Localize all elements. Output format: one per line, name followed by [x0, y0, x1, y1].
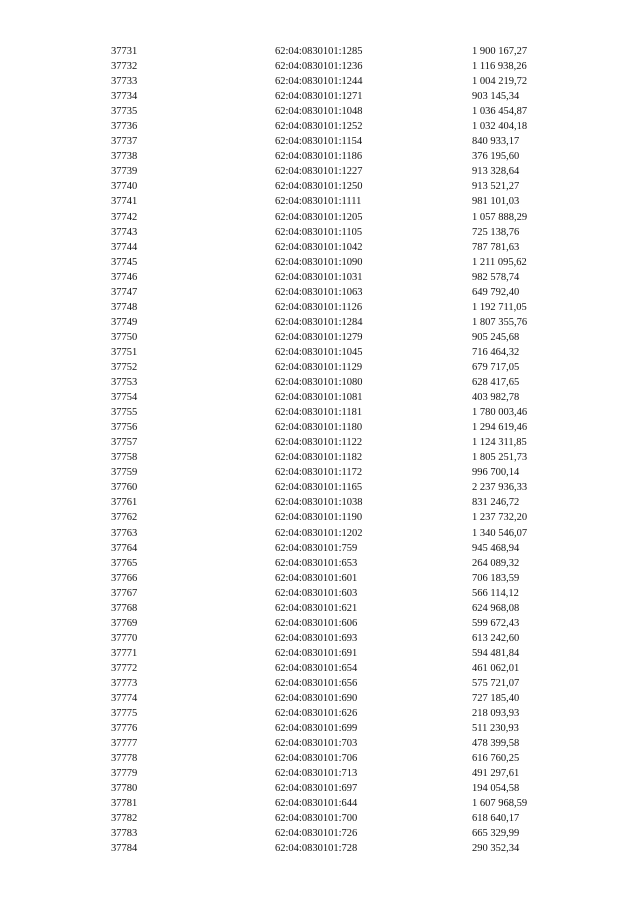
cadastral-value: 1 124 311,85 [472, 437, 527, 449]
cadastral-value: 511 230,93 [472, 723, 519, 735]
table-row [0, 646, 640, 661]
cadastral-number: 62:04:0830101:706 [275, 753, 358, 765]
table-row [0, 450, 640, 465]
row-number: 37733 [111, 76, 138, 88]
cadastral-value: 2 237 936,33 [472, 482, 528, 494]
row-number: 37739 [111, 166, 138, 178]
row-number: 37767 [111, 587, 138, 599]
cadastral-number: 62:04:0830101:1048 [275, 106, 363, 118]
cadastral-number: 62:04:0830101:1105 [275, 226, 363, 238]
row-number: 37759 [111, 467, 138, 479]
cadastral-number: 62:04:0830101:1252 [275, 121, 363, 133]
cadastral-value: 599 672,43 [472, 617, 520, 629]
cadastral-value: 1 780 003,46 [472, 407, 528, 419]
row-number: 37781 [111, 798, 138, 810]
row-number: 37755 [111, 407, 138, 419]
row-number: 37768 [111, 602, 138, 614]
cadastral-value: 1 340 546,07 [472, 527, 528, 539]
cadastral-value: 1 036 454,87 [472, 106, 528, 118]
row-number: 37775 [111, 708, 138, 720]
cadastral-value: 913 328,64 [472, 166, 520, 178]
table-row [0, 119, 640, 134]
row-number: 37780 [111, 783, 138, 795]
cadastral-value: 613 242,60 [472, 632, 520, 644]
table-row [0, 420, 640, 435]
cadastral-number: 62:04:0830101:644 [275, 798, 358, 810]
cadastral-number: 62:04:0830101:1284 [275, 316, 363, 328]
row-number: 37743 [111, 226, 138, 238]
cadastral-value: 403 982,78 [472, 392, 520, 404]
cadastral-value: 903 145,34 [472, 91, 520, 103]
row-number: 37764 [111, 542, 138, 554]
cadastral-number: 62:04:0830101:621 [275, 602, 358, 614]
cadastral-number: 62:04:0830101:1205 [275, 211, 363, 223]
cadastral-number: 62:04:0830101:654 [275, 662, 358, 674]
cadastral-number: 62:04:0830101:601 [275, 572, 358, 584]
cadastral-value: 1 192 711,05 [472, 301, 527, 313]
cadastral-number: 62:04:0830101:606 [275, 617, 358, 629]
cadastral-value: 905 245,68 [472, 331, 520, 343]
cadastral-number: 62:04:0830101:1063 [275, 286, 363, 298]
row-number: 37742 [111, 211, 138, 223]
cadastral-number: 62:04:0830101:1285 [275, 46, 363, 57]
table-row [0, 616, 640, 631]
row-number: 37762 [111, 512, 138, 524]
table-row [0, 89, 640, 104]
table-row [0, 811, 640, 826]
row-number: 37782 [111, 813, 138, 825]
row-number: 37746 [111, 271, 138, 283]
cadastral-number: 62:04:0830101:1090 [275, 256, 363, 268]
row-number: 37756 [111, 422, 138, 434]
row-number: 37754 [111, 392, 138, 404]
table-row [0, 526, 640, 541]
cadastral-number: 62:04:0830101:703 [275, 738, 358, 750]
row-number: 37776 [111, 723, 138, 735]
cadastral-value: 566 114,12 [472, 587, 519, 599]
row-number: 37763 [111, 527, 138, 539]
table-row [0, 435, 640, 450]
cadastral-value: 1 004 219,72 [472, 76, 528, 88]
cadastral-number: 62:04:0830101:1182 [275, 452, 363, 464]
row-number: 37773 [111, 677, 138, 689]
table-row [0, 375, 640, 390]
row-number: 37769 [111, 617, 138, 629]
cadastral-value: 594 481,84 [472, 647, 520, 659]
table-row [0, 541, 640, 556]
cadastral-number: 62:04:0830101:1126 [275, 301, 363, 313]
cadastral-number: 62:04:0830101:1165 [275, 482, 363, 494]
cadastral-number: 62:04:0830101:1180 [275, 422, 363, 434]
table-row [0, 465, 640, 480]
cadastral-value: 628 417,65 [472, 377, 520, 389]
cadastral-value: 194 054,58 [472, 783, 520, 795]
cadastral-value: 665 329,99 [472, 828, 520, 840]
cadastral-number: 62:04:0830101:1202 [275, 527, 363, 539]
cadastral-value: 618 640,17 [472, 813, 520, 825]
cadastral-value: 218 093,93 [472, 708, 520, 720]
cadastral-number: 62:04:0830101:1129 [275, 361, 363, 373]
cadastral-value: 1 805 251,73 [472, 452, 528, 464]
table-row [0, 345, 640, 360]
cadastral-number: 62:04:0830101:1154 [275, 136, 363, 148]
table-row [0, 676, 640, 691]
table-row [0, 556, 640, 571]
cadastral-value: 982 578,74 [472, 271, 520, 283]
table-row [0, 194, 640, 209]
cadastral-number: 62:04:0830101:1172 [275, 467, 363, 479]
table-row [0, 285, 640, 300]
row-number: 37772 [111, 662, 138, 674]
cadastral-value: 945 468,94 [472, 542, 520, 554]
cadastral-value: 679 717,05 [472, 361, 520, 373]
cadastral-value: 725 138,76 [472, 226, 520, 238]
row-number: 37778 [111, 753, 138, 765]
row-number: 37766 [111, 572, 138, 584]
cadastral-value: 1 807 355,76 [472, 316, 528, 328]
cadastral-number: 62:04:0830101:1081 [275, 392, 363, 404]
cadastral-value: 616 760,25 [472, 753, 520, 765]
cadastral-value: 716 464,32 [472, 346, 520, 358]
row-number: 37779 [111, 768, 138, 780]
cadastral-value: 1 294 619,46 [472, 422, 528, 434]
table-row [0, 330, 640, 345]
cadastral-number: 62:04:0830101:1080 [275, 377, 363, 389]
cadastral-value: 290 352,34 [472, 843, 520, 855]
table-row [0, 826, 640, 841]
row-number: 37737 [111, 136, 138, 148]
row-number: 37765 [111, 557, 138, 569]
cadastral-number: 62:04:0830101:1271 [275, 91, 363, 103]
cadastral-value: 1 116 938,26 [472, 61, 527, 73]
cadastral-value: 478 399,58 [472, 738, 520, 750]
table-row [0, 104, 640, 119]
cadastral-number: 62:04:0830101:1250 [275, 181, 363, 193]
cadastral-value-table [0, 44, 640, 857]
cadastral-number: 62:04:0830101:1227 [275, 166, 363, 178]
table-row [0, 766, 640, 781]
table-row [0, 270, 640, 285]
cadastral-number: 62:04:0830101:656 [275, 677, 358, 689]
cadastral-number: 62:04:0830101:1244 [275, 76, 363, 88]
table-row [0, 736, 640, 751]
row-number: 37747 [111, 286, 138, 298]
row-number: 37751 [111, 346, 138, 358]
cadastral-value: 575 721,07 [472, 677, 520, 689]
table-row [0, 480, 640, 495]
row-number: 37745 [111, 256, 138, 268]
row-number: 37735 [111, 106, 138, 118]
row-number: 37753 [111, 377, 138, 389]
table-row [0, 405, 640, 420]
row-number: 37749 [111, 316, 138, 328]
table-row [0, 751, 640, 766]
cadastral-value: 831 246,72 [472, 497, 520, 509]
cadastral-number: 62:04:0830101:759 [275, 542, 358, 554]
row-number: 37771 [111, 647, 138, 659]
cadastral-value: 787 781,63 [472, 241, 520, 253]
cadastral-number: 62:04:0830101:1045 [275, 346, 363, 358]
cadastral-number: 62:04:0830101:1031 [275, 271, 363, 283]
row-number: 37761 [111, 497, 138, 509]
table-row [0, 781, 640, 796]
cadastral-value: 727 185,40 [472, 693, 520, 705]
row-number: 37777 [111, 738, 138, 750]
table-row [0, 134, 640, 149]
row-number: 37744 [111, 241, 138, 253]
table-row [0, 796, 640, 811]
cadastral-number: 62:04:0830101:1122 [275, 437, 363, 449]
table-row [0, 240, 640, 255]
row-number: 37738 [111, 151, 138, 163]
table-row [0, 149, 640, 164]
table-row [0, 510, 640, 525]
cadastral-number: 62:04:0830101:699 [275, 723, 358, 735]
cadastral-value: 1 032 404,18 [472, 121, 528, 133]
table-row [0, 300, 640, 315]
cadastral-number: 62:04:0830101:1181 [275, 407, 363, 419]
cadastral-number: 62:04:0830101:626 [275, 708, 358, 720]
table-row [0, 571, 640, 586]
table-row [0, 390, 640, 405]
cadastral-value: 840 933,17 [472, 136, 520, 148]
cadastral-number: 62:04:0830101:713 [275, 768, 358, 780]
cadastral-number: 62:04:0830101:1111 [275, 196, 362, 208]
row-number: 37783 [111, 828, 138, 840]
cadastral-value: 264 089,32 [472, 557, 520, 569]
table-row [0, 44, 640, 59]
cadastral-value: 491 297,61 [472, 768, 520, 780]
cadastral-number: 62:04:0830101:693 [275, 632, 358, 644]
cadastral-value: 1 057 888,29 [472, 211, 528, 223]
table-row [0, 495, 640, 510]
cadastral-number: 62:04:0830101:1236 [275, 61, 363, 73]
cadastral-number: 62:04:0830101:700 [275, 813, 358, 825]
row-number: 37757 [111, 437, 138, 449]
table-row [0, 706, 640, 721]
cadastral-value: 1 900 167,27 [472, 46, 528, 57]
row-number: 37784 [111, 843, 138, 855]
cadastral-value: 913 521,27 [472, 181, 520, 193]
row-number: 37741 [111, 196, 138, 208]
table-row [0, 59, 640, 74]
row-number: 37731 [111, 46, 138, 57]
cadastral-number: 62:04:0830101:690 [275, 693, 358, 705]
row-number: 37748 [111, 301, 138, 313]
cadastral-number: 62:04:0830101:1279 [275, 331, 363, 343]
table-row [0, 164, 640, 179]
row-number: 37752 [111, 361, 138, 373]
cadastral-number: 62:04:0830101:726 [275, 828, 358, 840]
table-row [0, 631, 640, 646]
table-row [0, 255, 640, 270]
row-number: 37750 [111, 331, 138, 343]
cadastral-value: 1 237 732,20 [472, 512, 528, 524]
cadastral-number: 62:04:0830101:653 [275, 557, 358, 569]
row-number: 37734 [111, 91, 138, 103]
table-row [0, 225, 640, 240]
cadastral-number: 62:04:0830101:1038 [275, 497, 363, 509]
table-row [0, 721, 640, 736]
cadastral-value: 981 101,03 [472, 196, 520, 208]
table-row [0, 691, 640, 706]
cadastral-number: 62:04:0830101:1042 [275, 241, 363, 253]
cadastral-number: 62:04:0830101:697 [275, 783, 358, 795]
cadastral-value: 461 062,01 [472, 662, 520, 674]
cadastral-value: 624 968,08 [472, 602, 520, 614]
cadastral-number: 62:04:0830101:728 [275, 843, 358, 855]
table-row [0, 179, 640, 194]
row-number: 37732 [111, 61, 138, 73]
table-row [0, 315, 640, 330]
table-row [0, 601, 640, 616]
cadastral-number: 62:04:0830101:691 [275, 647, 358, 659]
cadastral-value: 996 700,14 [472, 467, 520, 479]
cadastral-value: 376 195,60 [472, 151, 520, 163]
cadastral-value: 649 792,40 [472, 286, 520, 298]
row-number: 37774 [111, 693, 138, 705]
cadastral-value: 1 211 095,62 [472, 256, 527, 268]
table-row [0, 586, 640, 601]
row-number: 37758 [111, 452, 138, 464]
row-number: 37760 [111, 482, 138, 494]
table-row [0, 360, 640, 375]
cadastral-value: 706 183,59 [472, 572, 520, 584]
cadastral-number: 62:04:0830101:1190 [275, 512, 363, 524]
table-row [0, 210, 640, 225]
row-number: 37736 [111, 121, 138, 133]
row-number: 37740 [111, 181, 138, 193]
table-row [0, 841, 640, 856]
table-row [0, 661, 640, 676]
cadastral-number: 62:04:0830101:603 [275, 587, 358, 599]
row-number: 37770 [111, 632, 138, 644]
cadastral-number: 62:04:0830101:1186 [275, 151, 363, 163]
table-row [0, 74, 640, 89]
cadastral-value: 1 607 968,59 [472, 798, 528, 810]
